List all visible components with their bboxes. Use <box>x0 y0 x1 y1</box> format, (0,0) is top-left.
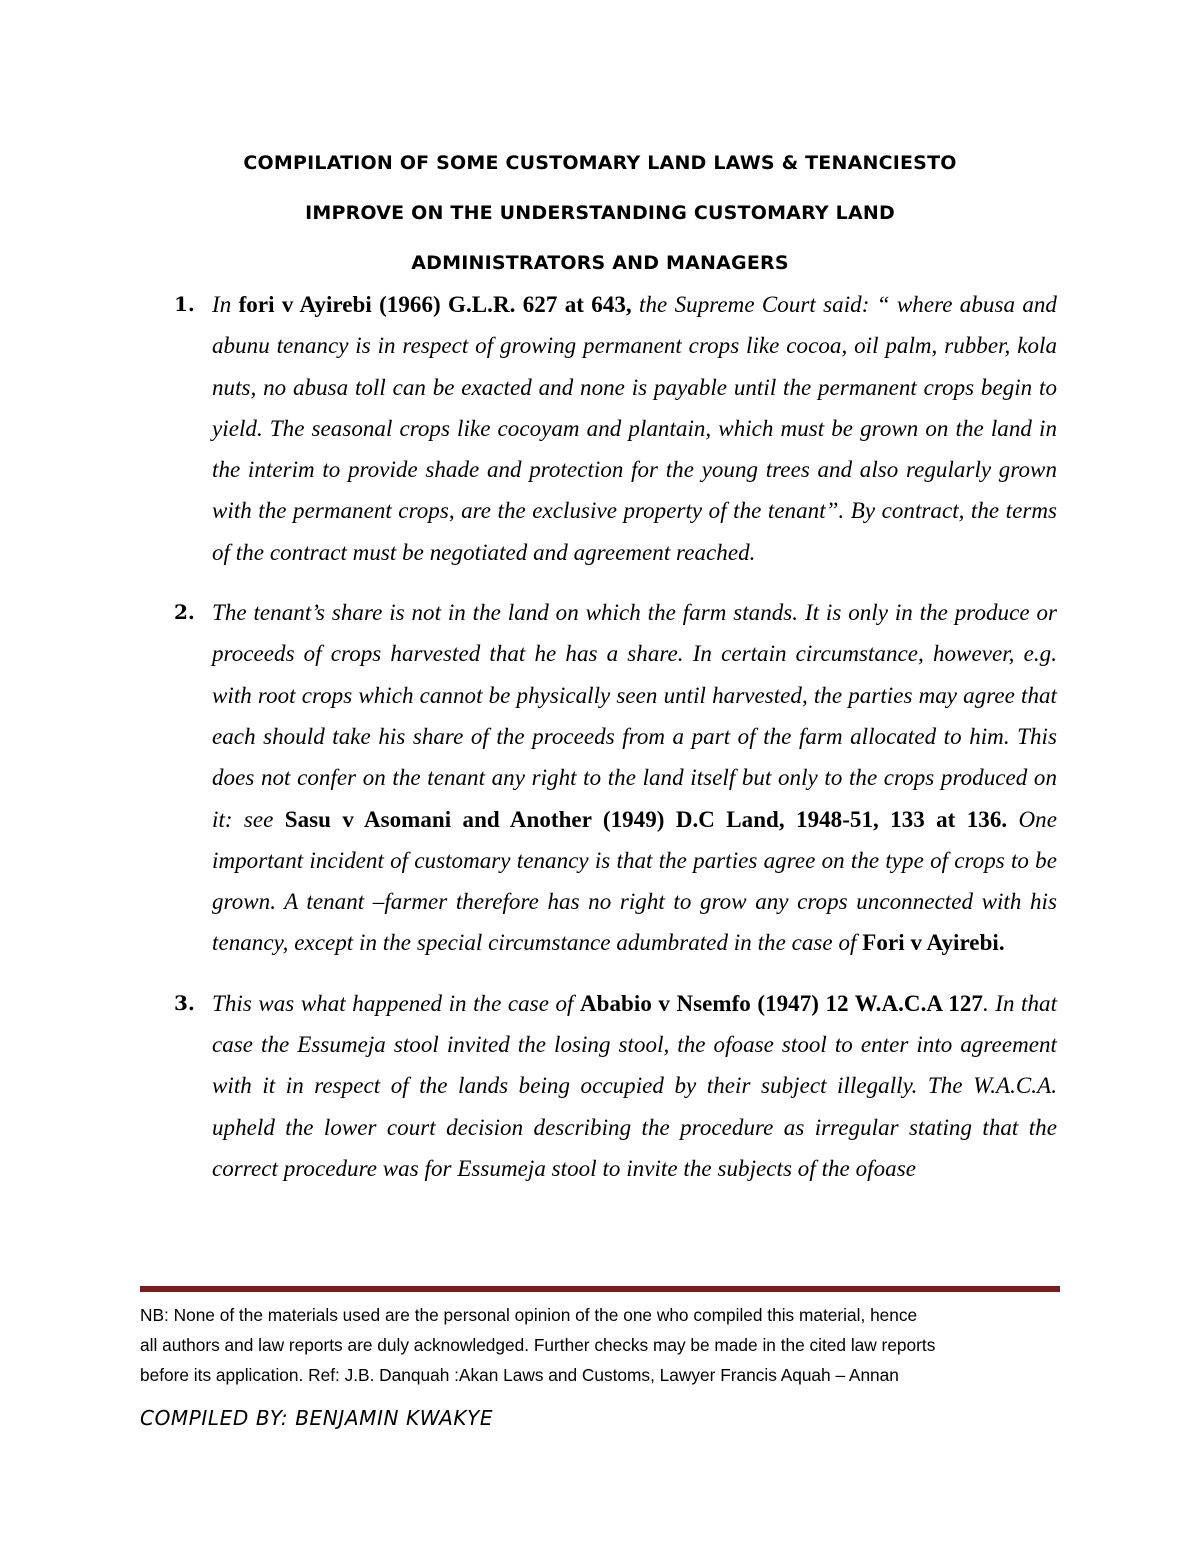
footer-note-line-3: before its application. Ref: J.B. Danquah :Akan Laws and Customs, Lawyer Francis Aquah – Annan <box>140 1365 899 1385</box>
list-number: 2. <box>174 600 195 625</box>
text-segment: In <box>212 292 239 317</box>
footer-note-line-2: all authors and law reports are duly acknowledged. Further checks may be made in the cited law reports <box>140 1335 936 1355</box>
footer-divider <box>140 1286 1060 1292</box>
title-line-2: IMPROVE ON THE UNDERSTANDING CUSTOMARY LAND <box>305 202 895 224</box>
list-item-text <box>212 592 1057 964</box>
compiled-by: COMPILED BY: BENJAMIN KWAKYE <box>140 1406 494 1430</box>
list-item-text <box>212 284 1057 573</box>
text-segment: One important incident of customary tenancy is that the parties agree on the type of crops to be grown. A tenant –farmer therefore has no right to grow any crops unconnected with his tenancy, except in the special circumstance adumbrated in the case of <box>212 806 1057 956</box>
list-number: 3. <box>174 990 195 1015</box>
text-segment: This was what happened in the case of <box>212 990 580 1016</box>
title-line-3: ADMINISTRATORS AND MANAGERS <box>411 252 789 274</box>
case-citation: fori v Ayirebi (1966) G.L.R. 627 at 643, <box>238 292 632 317</box>
text-segment: . In that case the Essumeja stool invited the losing stool, the ofoase stool to enter into agreement with it in respect of the lands being occupied by their subject illegally. The W.A.C.A. upheld the lower court decision describing the procedure as irregular stating that the correct procedure was for Essumeja stool to invite the subjects of the ofoase <box>212 990 1058 1181</box>
numbered-list <box>174 284 1058 1208</box>
list-item-2 <box>174 592 1057 964</box>
list-item-3 <box>174 983 1058 1189</box>
list-item-text <box>212 983 1057 1189</box>
list-item-1 <box>174 284 1057 573</box>
text-segment: The tenant’s share is not in the land on which the farm stands. It is only in the produce or proceeds of crops harvested that he has a share. In certain circumstance, however, e.g. with root crops which cannot be physically seen until harvested, the parties may agree that each should take his share of the proceeds from a part of the farm allocated to him. This does not confer on the tenant any right to the land itself but only to the crops produced on it: see <box>212 600 1057 832</box>
document-title <box>140 138 1060 288</box>
case-citation: Fori v Ayirebi. <box>862 930 1005 956</box>
case-citation: Sasu v Asomani and Another (1949) D.C Land, 1948-51, 133 at 136. <box>284 806 1008 832</box>
footer-note <box>140 1300 1070 1390</box>
title-line-1: COMPILATION OF SOME CUSTOMARY LAND LAWS & TENANCIESTO <box>243 152 957 174</box>
footer-note-line-1: NB: None of the materials used are the personal opinion of the one who compiled this material, hence <box>140 1305 918 1325</box>
list-number: 1. <box>174 292 195 316</box>
case-citation: Ababio v Nsemfo (1947) 12 W.A.C.A 127 <box>579 990 983 1016</box>
text-segment: the Supreme Court said: “ where abusa and abunu tenancy is in respect of growing permanent crops like cocoa, oil palm, rubber, kola nuts, no abusa toll can be exacted and none is payable until the permanent crops begin to yield. The seasonal crops like cocoyam and plantain, which must be grown on the land in the interim to provide shade and protection for the young trees and also regularly grown with the permanent crops, are the exclusive property of the tenant”. By contract, the terms of the contract must be negotiated and agreement reached. <box>212 292 1057 565</box>
